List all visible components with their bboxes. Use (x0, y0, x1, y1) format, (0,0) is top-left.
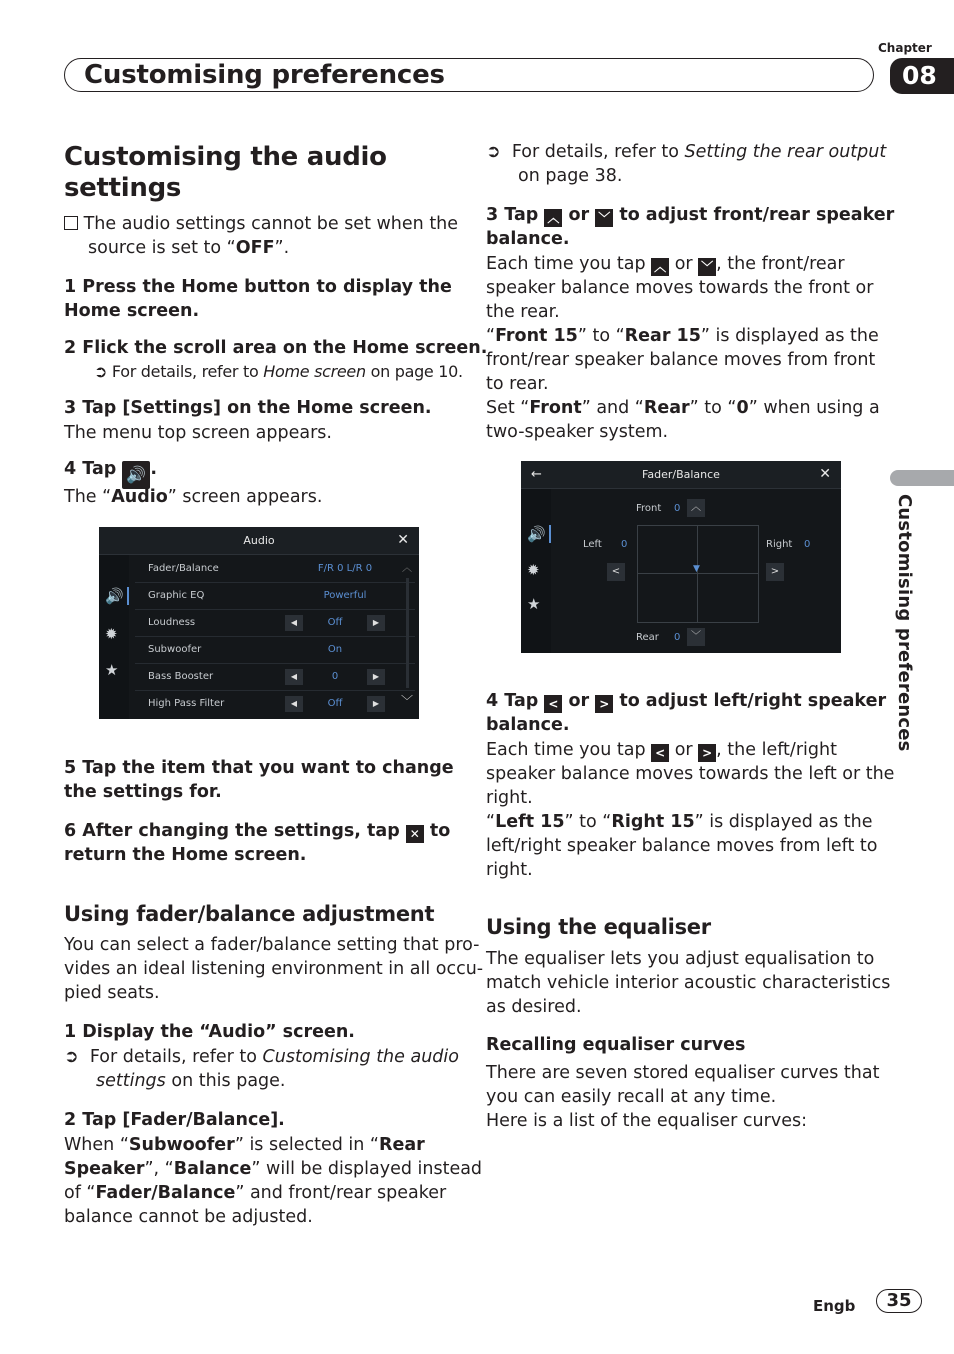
fader-screen-image (521, 461, 841, 653)
t: The equaliser lets you adjust equalisation to (486, 949, 875, 969)
t: or (562, 205, 596, 225)
audio-row-value: Off (327, 617, 343, 628)
rear-value: 0 (674, 632, 681, 643)
t-left15: Left 15 (495, 812, 565, 832)
section-title (64, 142, 387, 204)
close-icon: ✕ (406, 825, 424, 843)
audio-row-subwoofer (135, 637, 415, 664)
fader-ref-link-2[interactable]: settings (96, 1071, 166, 1091)
t: 4 Tap (486, 691, 545, 711)
t-speaker: Speaker (64, 1159, 145, 1179)
side-tab-text: Customising preferences (894, 494, 915, 752)
t: “ (486, 812, 496, 832)
star-icon: ★ (527, 595, 541, 613)
t: you can easily recall at any time. (486, 1087, 777, 1107)
step-4-b: . (150, 459, 158, 479)
left-arrow-icon: ◀ (285, 696, 303, 712)
rear-output-ref (486, 140, 886, 188)
step-2-ref-c: on page 10. (365, 362, 463, 381)
section-title-line1: Customising the audio (64, 142, 387, 172)
right-arrow-icon: ▶ (367, 615, 385, 631)
arrow-ref-icon: ➲ (486, 142, 501, 162)
fader-intro (64, 933, 483, 1005)
language-code: Engb (813, 1297, 856, 1315)
t: ” to “ (689, 398, 737, 418)
gear-icon: ✹ (105, 625, 118, 643)
close-icon: ✕ (397, 532, 409, 548)
step-5 (64, 757, 454, 804)
t: match vehicle interior acoustic characteristics (486, 973, 891, 993)
front-label: Front (636, 503, 662, 514)
step-6-line2: return the Home screen. (64, 844, 307, 865)
t: speaker balance moves towards the left or the (486, 764, 895, 784)
up-arrow-icon: ︿ (544, 209, 562, 227)
step-1-line1: 1 Press the Home button to display the (64, 277, 452, 297)
scrollbar (401, 559, 413, 715)
rear-ref-c: on page 38. (518, 166, 623, 186)
t-balance: Balance (173, 1159, 252, 1179)
step-5-line1: 5 Tap the item that you want to change (64, 758, 454, 778)
t: front/rear speaker balance moves from front (486, 350, 876, 370)
audio-row-bass-booster (135, 664, 415, 691)
fader-intro-2: vides an ideal listening environment in all occu- (64, 959, 484, 979)
step-3: 3 Tap [Settings] on the Home screen. (64, 398, 432, 418)
recalling-text (486, 1061, 879, 1133)
t: left/right speaker balance moves from left to (486, 836, 878, 856)
chapter-number: 08 (890, 58, 954, 94)
front-value: 0 (674, 503, 681, 514)
t-rear: Rear (379, 1135, 425, 1155)
audio-row-value: Off (327, 698, 343, 709)
left-value: 0 (621, 539, 628, 550)
step-4-text-c: ” screen appears. (167, 487, 323, 507)
note-off: OFF (235, 238, 275, 258)
step-1 (64, 276, 452, 323)
t: Set “ (486, 398, 530, 418)
right-label: Right (766, 539, 793, 550)
t: ” when using a (748, 398, 880, 418)
t: balance. (486, 714, 570, 735)
balance-marker-icon: ▼ (693, 564, 700, 574)
rear-ref-a: For details, refer to (511, 142, 685, 162)
step-1-line2: Home screen. (64, 300, 200, 321)
scroll-track (406, 578, 409, 688)
speaker-icon: 🔊 (122, 461, 150, 489)
t: “ (486, 326, 496, 346)
t: right. (486, 788, 533, 808)
step-3-text: The menu top screen appears. (64, 423, 332, 443)
rear-ref-link[interactable]: Setting the rear output (684, 142, 887, 162)
scroll-up-icon: ︿ (402, 563, 412, 574)
audio-row-value: Powerful (323, 590, 367, 601)
star-icon: ★ (105, 661, 119, 679)
t: to rear. (486, 374, 549, 394)
t: ” will be displayed instead (251, 1159, 483, 1179)
t: ” to “ (564, 812, 612, 832)
t: balance. (486, 228, 570, 249)
step-4-text (64, 485, 322, 509)
t: speaker balance moves towards the front or (486, 278, 874, 298)
right-arrow-icon: ▶ (367, 669, 385, 685)
side-tab-marker (890, 470, 954, 486)
step-4-balance-text (486, 738, 894, 882)
audio-row-label: Fader/Balance (148, 563, 219, 574)
fader-ref-link[interactable]: Customising the audio (262, 1047, 459, 1067)
step-6-b: to (423, 821, 451, 841)
right-arrow-icon: > (595, 695, 613, 713)
audio-row-value: F/R 0 L/R 0 (317, 563, 373, 574)
step-4-text-a: The “ (64, 487, 112, 507)
equaliser-intro (486, 947, 890, 1019)
audio-row-value: 0 (331, 671, 339, 682)
step-3-fader-text (486, 252, 880, 444)
chapter-label: Chapter (878, 41, 932, 55)
right-arrow-icon: ▶ (367, 696, 385, 712)
page-header-title: Customising preferences (84, 60, 445, 90)
fader-intro-1: You can select a fader/balance setting that pro- (64, 935, 480, 955)
t: or (669, 740, 699, 760)
right-arrow-icon: > (698, 744, 716, 762)
left-label: Left (583, 539, 602, 550)
t-subwoofer: Subwoofer (128, 1135, 235, 1155)
fader-step-2-text (64, 1133, 482, 1229)
t: of “ (64, 1183, 96, 1203)
audio-screen-image (99, 527, 419, 719)
audio-row-label: Loudness (148, 617, 196, 628)
t: ” is displayed as the (694, 812, 873, 832)
t: ” and “ (581, 398, 644, 418)
t: two-speaker system. (486, 422, 669, 442)
t: When “ (64, 1135, 129, 1155)
back-arrow-icon: ← (531, 467, 542, 482)
t: the rear. (486, 302, 560, 322)
left-arrow-icon: < (607, 563, 625, 581)
audio-row-label: Subwoofer (148, 644, 202, 655)
subheading-recalling-curves: Recalling equaliser curves (486, 1035, 746, 1055)
t-front: Front (529, 398, 582, 418)
t: , the front/rear (716, 254, 845, 274)
t-rear: Rear (643, 398, 690, 418)
audio-row-label: Bass Booster (148, 671, 214, 682)
scroll-down-icon: ﹀ (401, 694, 414, 708)
step-4-balance (486, 690, 886, 737)
step-6 (64, 820, 450, 867)
checkbox-icon (64, 216, 78, 230)
t: Here is a list of the equaliser curves: (486, 1111, 807, 1131)
t: There are seven stored equaliser curves that (486, 1063, 880, 1083)
note-line2a: source is set to “ (88, 238, 236, 258)
down-arrow-icon: ﹀ (687, 628, 705, 646)
section-title-line2: settings (64, 173, 182, 203)
audio-row-label: Graphic EQ (148, 590, 205, 601)
step-3-fader (486, 204, 894, 251)
t-rear15: Rear 15 (624, 326, 701, 346)
step-4-a: 4 Tap (64, 459, 123, 479)
t: ” is selected in “ (234, 1135, 379, 1155)
down-arrow-icon: ﹀ (595, 209, 613, 227)
t: ”, “ (144, 1159, 174, 1179)
audio-row-loudness (135, 610, 415, 637)
t: to adjust left/right speaker (613, 691, 887, 711)
t-zero: 0 (736, 398, 749, 418)
gear-icon: ✹ (527, 561, 540, 579)
left-arrow-icon: < (651, 744, 669, 762)
t: as desired. (486, 997, 582, 1017)
audio-row-value: On (327, 644, 343, 655)
t: balance cannot be adjusted. (64, 1207, 313, 1227)
grid-v-line (697, 526, 698, 622)
note-line1: The audio settings cannot be set when the (83, 214, 459, 234)
arrow-ref-icon: ➲ (64, 1047, 79, 1067)
step-2-ref-a: For details, refer to (111, 362, 264, 381)
step-4-text-audio: Audio (111, 487, 168, 507)
t-fader-balance: Fader/Balance (95, 1183, 236, 1203)
audio-row-graphic-eq (135, 583, 415, 610)
audio-screen-title: Audio (99, 527, 419, 555)
close-icon: ✕ (819, 466, 831, 482)
step-2-ref-link[interactable]: Home screen (263, 362, 366, 381)
fader-screen-title: Fader/Balance (521, 461, 841, 489)
t: Each time you tap (486, 740, 652, 760)
left-arrow-icon: < (544, 695, 562, 713)
rear-label: Rear (636, 632, 659, 643)
step-6-a: 6 After changing the settings, tap (64, 821, 406, 841)
left-arrow-icon: ◀ (285, 615, 303, 631)
t: ” to “ (577, 326, 625, 346)
audio-row-label: High Pass Filter (148, 698, 225, 709)
audio-screen-sidebar (99, 555, 129, 719)
t: ” and front/rear speaker (235, 1183, 447, 1203)
right-value: 0 (804, 539, 811, 550)
fader-ref-d: on this page. (165, 1071, 286, 1091)
t-front15: Front 15 (495, 326, 578, 346)
up-arrow-icon: ︿ (687, 499, 705, 517)
left-arrow-icon: ◀ (285, 669, 303, 685)
step-2: 2 Flick the scroll area on the Home screen. (64, 338, 488, 358)
t: 3 Tap (486, 205, 545, 225)
t: ” is displayed as the (700, 326, 879, 346)
balance-grid (637, 525, 759, 623)
fader-step-1: 1 Display the “Audio” screen. (64, 1022, 355, 1042)
t-right15: Right 15 (611, 812, 695, 832)
up-arrow-icon: ︿ (651, 258, 669, 276)
t: right. (486, 860, 533, 880)
heading-equaliser: Using the equaliser (486, 915, 711, 939)
down-arrow-icon: ﹀ (698, 258, 716, 276)
page-number: 35 (876, 1289, 922, 1313)
fader-step-1-ref (64, 1045, 459, 1093)
fader-step-2: 2 Tap [Fader/Balance]. (64, 1110, 285, 1130)
note-audio-off (64, 212, 458, 260)
t: or (669, 254, 699, 274)
right-arrow-icon: > (766, 563, 784, 581)
audio-row-high-pass-filter (135, 691, 415, 717)
speaker-icon: 🔊 (527, 525, 551, 543)
fader-ref-a: For details, refer to (89, 1047, 263, 1067)
step-2-ref (94, 362, 463, 381)
fader-intro-3: pied seats. (64, 983, 160, 1003)
t: , the left/right (716, 740, 837, 760)
fader-screen-sidebar (521, 489, 551, 653)
arrow-ref-icon: ➲ (94, 362, 108, 381)
audio-row-fader-balance (135, 556, 415, 583)
heading-fader-balance: Using fader/balance adjustment (64, 902, 435, 926)
t: Each time you tap (486, 254, 652, 274)
speaker-icon: 🔊 (105, 587, 129, 605)
note-line2c: ”. (274, 238, 290, 258)
t: or (562, 691, 596, 711)
t: to adjust front/rear speaker (613, 205, 895, 225)
step-5-line2: the settings for. (64, 781, 222, 802)
